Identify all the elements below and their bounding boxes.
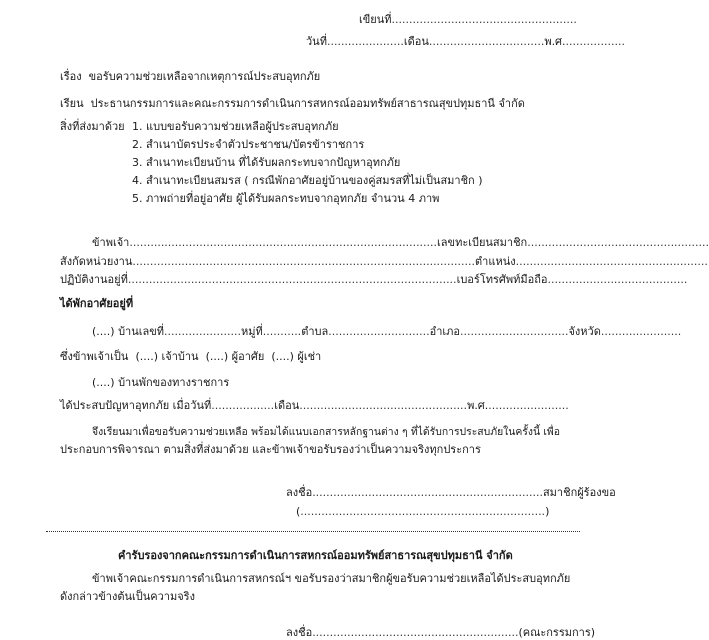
closing-line-1: จึงเรียนมาเพื่อขอรับความช่วยเหลือ พร้อมได้แนบเอกสารหลักฐานต่าง ๆ ที่ได้รับการประสบภัยในครั้งนี้ เพื่อ	[92, 426, 561, 438]
status-resident-option[interactable]: (....) ผู้อาศัย	[205, 350, 265, 363]
position-label: ตำแหน่ง	[475, 255, 516, 268]
attachment-item: 5. ภาพถ่ายที่อยู่อาศัย ผู้ได้รับผลกระทบจากอุทกภัย จำนวน 4 ภาพ	[132, 192, 440, 205]
amphoe-dots: ...............................	[460, 325, 569, 338]
status-gov-housing-option[interactable]: (....) บ้านพักของทางราชการ	[92, 376, 230, 389]
incident-month-dots: ................................................	[299, 399, 468, 412]
i-am-label: ข้าพเจ้า	[92, 236, 130, 249]
committee-signature-row	[286, 626, 595, 640]
attachment-item: 3. สำเนาทะเบียนบ้าน ที่ได้รับผลกระทบจากปัญหาอุทกภัย	[132, 156, 401, 169]
incident-row	[60, 399, 569, 413]
moo-label: หมู่ที่	[240, 325, 263, 338]
date-year-dots: .................	[565, 35, 625, 48]
member-printed-name: (......................................................................)	[296, 505, 550, 518]
to-label: เรียน	[60, 97, 84, 110]
written-at-label: เขียนที่	[359, 13, 392, 26]
workplace-row	[60, 273, 687, 287]
date-month-dots: .................................	[428, 35, 545, 48]
mobile-label: เบอร์โทรศัพท์มือถือ	[456, 273, 548, 286]
province-dots: .......................	[600, 325, 682, 338]
status-owner-option[interactable]: (....) เจ้าบ้าน	[135, 350, 199, 363]
subject-row	[60, 70, 320, 84]
subject-text: ขอรับความช่วยเหลือจากเหตุการณ์ประสบอุทกภัย	[88, 70, 321, 83]
residence-heading: ได้พักอาศัยอยู่ที่	[60, 297, 134, 310]
to-row	[60, 97, 525, 111]
closing-line-2: ประกอบการพิจารณา ตามสิ่งที่ส่งมาด้วย และข้าพเจ้าขอรับรองว่าเป็นความจริงทุกประการ	[60, 443, 481, 456]
member-printed-name-dots: ......................................................................	[300, 505, 546, 518]
member-sign-dots: ..................................................................	[312, 486, 543, 499]
section-divider	[46, 531, 580, 532]
subject-label: เรื่อง	[60, 70, 82, 83]
address-row	[92, 325, 681, 339]
certification-line-2: ดังกล่าวข้างต้นเป็นความจริง	[60, 590, 195, 603]
date-day-label: วันที่	[306, 35, 327, 48]
committee-role-label: (คณะกรรมการ)	[518, 626, 596, 639]
member-no-dots: ....................................................	[527, 236, 709, 249]
incident-text: ได้ประสบปัญหาอุทกภัย เมื่อวันที่	[60, 399, 212, 412]
member-role-label: สมาชิกผู้ร้องขอ	[542, 486, 616, 499]
committee-sign-dots: ...........................................................	[312, 626, 519, 639]
incident-day-dots: ..................	[211, 399, 275, 412]
mobile-dots: ........................................	[547, 273, 688, 286]
written-at-dots: .....................................................	[391, 13, 577, 26]
tambon-label: ตำบล	[301, 325, 329, 338]
date-day-dots: ......................	[326, 35, 404, 48]
amphoe-label: อำเภอ	[429, 325, 461, 338]
attachment-item: 2. สำเนาบัตรประจำตัวประชาชน/บัตรข้าราชการ	[132, 138, 365, 151]
attachment-item: 1. แบบขอรับความช่วยเหลือผู้ประสบอุทกภัย	[132, 120, 339, 133]
house-no-label: (....) บ้านเลขที่	[92, 325, 165, 338]
incident-month-label: เดือน	[274, 399, 300, 412]
province-label: จังหวัด	[568, 325, 601, 338]
unit-row	[60, 255, 708, 269]
attachments-label: สิ่งที่ส่งมาด้วย	[60, 120, 125, 133]
workplace-label: ปฏิบัติงานอยู่ที่	[60, 273, 128, 286]
date-year-label: พ.ศ.	[544, 35, 566, 48]
committee-sign-label: ลงชื่อ	[286, 626, 313, 639]
date-row	[306, 35, 625, 49]
workplace-dots: ..............................................................................................	[127, 273, 457, 286]
date-month-label: เดือน	[403, 35, 429, 48]
incident-year-label: พ.ศ.	[467, 399, 489, 412]
unit-dots: ..................................................................................................	[132, 255, 476, 268]
to-text: ประธานกรรมการและคณะกรรมการดำเนินการสหกรณ์ออมทรัพย์สาธารณสุขปทุมธานี จำกัด	[90, 97, 525, 110]
moo-dots: ...........	[262, 325, 302, 338]
member-signature-row	[286, 486, 616, 500]
certification-heading: คำรับรองจากคณะกรรมการดำเนินการสหกรณ์ออมทรัพย์สาธารณสุขปทุมธานี จำกัด	[118, 549, 513, 562]
status-tenant-option[interactable]: (....) ผู้เช่า	[271, 350, 322, 363]
written-at-row	[359, 13, 577, 27]
certification-line-1: ข้าพเจ้าคณะกรรมการดำเนินการสหกรณ์ฯ ขอรับรองว่าสมาชิกผู้ขอรับความช่วยเหลือได้ประสบอุทกภัย	[92, 572, 571, 585]
status-prefix: ซึ่งข้าพเจ้าเป็น	[60, 350, 129, 363]
attachment-item: 4. สำเนาทะเบียนสมรส ( กรณีพักอาศัยอยู่บ้านของคู่สมรสที่ไม่เป็นสมาชิก )	[132, 174, 483, 187]
house-no-dots: ......................	[164, 325, 241, 338]
status-row	[60, 350, 321, 364]
member-name-row	[92, 236, 709, 250]
position-dots: .......................................................	[515, 255, 708, 268]
member-sign-label: ลงชื่อ	[286, 486, 313, 499]
member-name-dots: ........................................................................................	[129, 236, 438, 249]
incident-year-dots: .......................	[488, 399, 569, 412]
tambon-dots: .............................	[328, 325, 430, 338]
unit-label: สังกัดหน่วยงาน	[60, 255, 133, 268]
member-no-label: เลขทะเบียนสมาชิก	[437, 236, 528, 249]
